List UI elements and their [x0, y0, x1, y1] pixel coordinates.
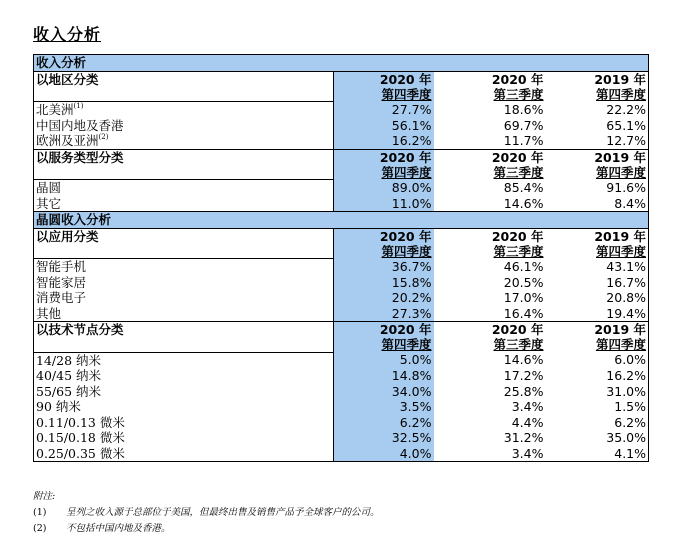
value-cell: 25.8%: [503, 383, 544, 399]
group-heading: 以技术节点分类: [34, 322, 334, 353]
column-quarter: 第三季度: [493, 337, 544, 352]
table-row: [34, 275, 649, 291]
section-band: [34, 55, 649, 72]
value-cell: 17.0%: [503, 290, 544, 305]
row-label: [34, 290, 334, 306]
footnote-text: 不包括中国内地及香港。: [66, 523, 171, 534]
group-header-row: [34, 228, 649, 259]
row-label-text: 0.25/0.35 微米: [36, 445, 125, 461]
footnote-2: [33, 521, 380, 537]
table-row: [34, 415, 649, 431]
column-quarter: 第三季度: [493, 243, 544, 259]
value-cell: 69.7%: [503, 117, 544, 133]
value-cell: 17.2%: [503, 368, 544, 383]
column-year: 2020 年: [379, 322, 432, 337]
table-row: [34, 290, 649, 306]
row-label-text: 0.15/0.18 微米: [36, 430, 125, 445]
value-cell: 35.0%: [546, 430, 649, 446]
column-year: 2020 年: [491, 149, 544, 165]
footnote-1: [33, 505, 380, 521]
row-label: [34, 399, 334, 415]
column-quarter: 第四季度: [381, 243, 432, 259]
value-cell: 15.8%: [334, 275, 434, 291]
footnote-marker: (1): [73, 102, 84, 110]
row-label-text: 智能家居: [36, 274, 87, 290]
column-header: [434, 71, 546, 102]
value-cell: 31.0%: [546, 384, 649, 400]
column-header: [334, 71, 434, 102]
column-year: 2020 年: [379, 71, 432, 87]
row-label: [34, 352, 334, 368]
column-header: [334, 228, 434, 259]
section-title: 晶圆收入分析: [34, 212, 649, 229]
column-year: 2020 年: [491, 322, 544, 337]
table-row: [34, 399, 649, 415]
value-cell: 56.1%: [334, 118, 434, 134]
value-cell: 11.7%: [503, 133, 544, 148]
column-quarter: 第三季度: [493, 164, 544, 180]
column-quarter: 第四季度: [381, 164, 432, 180]
row-label: [34, 259, 334, 275]
value-cell: 46.1%: [503, 258, 544, 274]
value-cell: 16.7%: [546, 275, 649, 291]
row-label-text: 40/45 纳米: [36, 368, 101, 383]
value-cell: 14.6%: [503, 195, 544, 211]
column-year: 2019 年: [594, 71, 647, 87]
value-cell: 85.4%: [503, 179, 544, 195]
row-label: [34, 415, 334, 431]
row-label: [34, 133, 334, 149]
value-cell: 16.2%: [546, 368, 649, 384]
column-year: 2020 年: [491, 228, 544, 244]
row-label-text: 中国内地及香港: [36, 117, 124, 133]
row-label-text: 0.11/0.13 微米: [36, 414, 125, 430]
row-label-text: 其它: [36, 195, 62, 211]
column-quarter: 第四季度: [381, 86, 432, 102]
value-cell: 4.1%: [546, 446, 649, 462]
column-header: [546, 322, 649, 353]
value-cell: 6.0%: [546, 352, 649, 368]
column-quarter: 第四季度: [381, 337, 432, 352]
table-row: [34, 430, 649, 446]
table-row: [34, 133, 649, 149]
group-header-row: [34, 149, 649, 180]
table-row: [34, 259, 649, 275]
value-cell: 65.1%: [546, 118, 649, 134]
row-label: [34, 446, 334, 462]
column-quarter: 第四季度: [596, 164, 647, 180]
column-quarter: 第四季度: [596, 86, 647, 102]
value-cell: 3.4%: [434, 446, 546, 462]
table-row: [34, 196, 649, 212]
value-cell: 16.4%: [503, 305, 544, 321]
value-cell: 14.8%: [334, 368, 434, 384]
value-cell: 12.7%: [546, 133, 649, 149]
row-label: [34, 180, 334, 196]
column-year: 2020 年: [491, 71, 544, 87]
row-label-text: 晶圆: [36, 180, 62, 195]
column-year: 2019 年: [594, 322, 647, 337]
row-label: [34, 368, 334, 384]
row-label-text: 北美洲: [36, 102, 74, 117]
column-quarter: 第四季度: [596, 243, 647, 259]
footnote-key: (2): [33, 523, 47, 534]
column-quarter: 第三季度: [493, 86, 544, 102]
column-header: [334, 322, 434, 353]
row-label: [34, 430, 334, 446]
value-cell: 43.1%: [546, 259, 649, 275]
value-cell: 20.8%: [546, 290, 649, 306]
footnotes: [33, 489, 380, 537]
section-title: 收入分析: [34, 55, 649, 72]
value-cell: 36.7%: [334, 259, 434, 275]
group-header-row: [34, 71, 649, 102]
value-cell: 91.6%: [546, 180, 649, 196]
column-year: 2020 年: [379, 149, 432, 165]
value-cell: 31.2%: [503, 430, 544, 445]
value-cell: 1.5%: [546, 399, 649, 415]
column-header: [546, 71, 649, 102]
value-cell: 3.4%: [511, 399, 544, 414]
column-header: [434, 149, 546, 180]
value-cell: 3.5%: [334, 399, 434, 415]
row-label-text: 欧洲及亚洲: [36, 133, 99, 148]
group-heading: 以地区分类: [34, 71, 334, 102]
value-cell: 6.2%: [334, 415, 434, 431]
row-label-text: 55/65 纳米: [36, 383, 101, 399]
row-label-text: 智能手机: [36, 259, 87, 274]
value-cell: 89.0%: [334, 180, 434, 196]
row-label-text: 其他: [36, 305, 62, 321]
table-row: [34, 384, 649, 400]
column-header: [334, 149, 434, 180]
value-cell: 11.0%: [334, 196, 434, 212]
table-row: [34, 446, 649, 462]
group-header-row: [34, 322, 649, 353]
value-cell: 6.2%: [546, 415, 649, 431]
column-header: [434, 228, 546, 259]
footnote-marker: (2): [98, 133, 109, 141]
table-row: [34, 102, 649, 118]
value-cell: 8.4%: [546, 196, 649, 212]
value-cell: 18.6%: [503, 101, 544, 117]
page-title: 收入分析: [33, 25, 102, 44]
section-band: [34, 212, 649, 229]
revenue-analysis-table: [33, 54, 649, 462]
row-label: [34, 196, 334, 212]
value-cell: 16.2%: [334, 133, 434, 149]
value-cell: 20.5%: [503, 274, 544, 290]
value-cell: 4.4%: [511, 414, 544, 430]
value-cell: 5.0%: [334, 352, 434, 368]
column-year: 2019 年: [594, 228, 647, 244]
footnotes-title: 附注:: [33, 491, 56, 502]
row-label-text: 消费电子: [36, 290, 87, 305]
value-cell: 20.2%: [334, 290, 434, 306]
group-heading: 以应用分类: [34, 228, 334, 259]
table-row: [34, 180, 649, 196]
table-row: [34, 118, 649, 134]
value-cell: 22.2%: [546, 102, 649, 118]
group-heading: 以服务类型分类: [34, 149, 334, 180]
column-year: 2020 年: [379, 228, 432, 244]
row-label: [34, 306, 334, 322]
value-cell: 4.0%: [334, 446, 434, 462]
value-cell: 14.6%: [503, 352, 544, 368]
row-label: [34, 384, 334, 400]
footnote-text: 呈列之收入源于总部位于美国，但最终出售及销售产品予全球客户的公司。: [66, 507, 380, 518]
column-header: [434, 322, 546, 353]
table-row: [34, 352, 649, 368]
value-cell: 27.3%: [334, 306, 434, 322]
table-row: [34, 306, 649, 322]
row-label-text: 14/28 纳米: [36, 352, 101, 368]
row-label: [34, 275, 334, 291]
column-quarter: 第四季度: [596, 337, 647, 352]
value-cell: 32.5%: [334, 430, 434, 446]
value-cell: 19.4%: [546, 306, 649, 322]
row-label: [34, 102, 334, 118]
value-cell: 34.0%: [334, 384, 434, 400]
row-label-text: 90 纳米: [36, 399, 81, 414]
column-year: 2019 年: [594, 149, 647, 165]
value-cell: 27.7%: [334, 102, 434, 118]
table-row: [34, 368, 649, 384]
row-label: [34, 118, 334, 134]
footnote-key: (1): [33, 507, 47, 518]
column-header: [546, 228, 649, 259]
column-header: [546, 149, 649, 180]
